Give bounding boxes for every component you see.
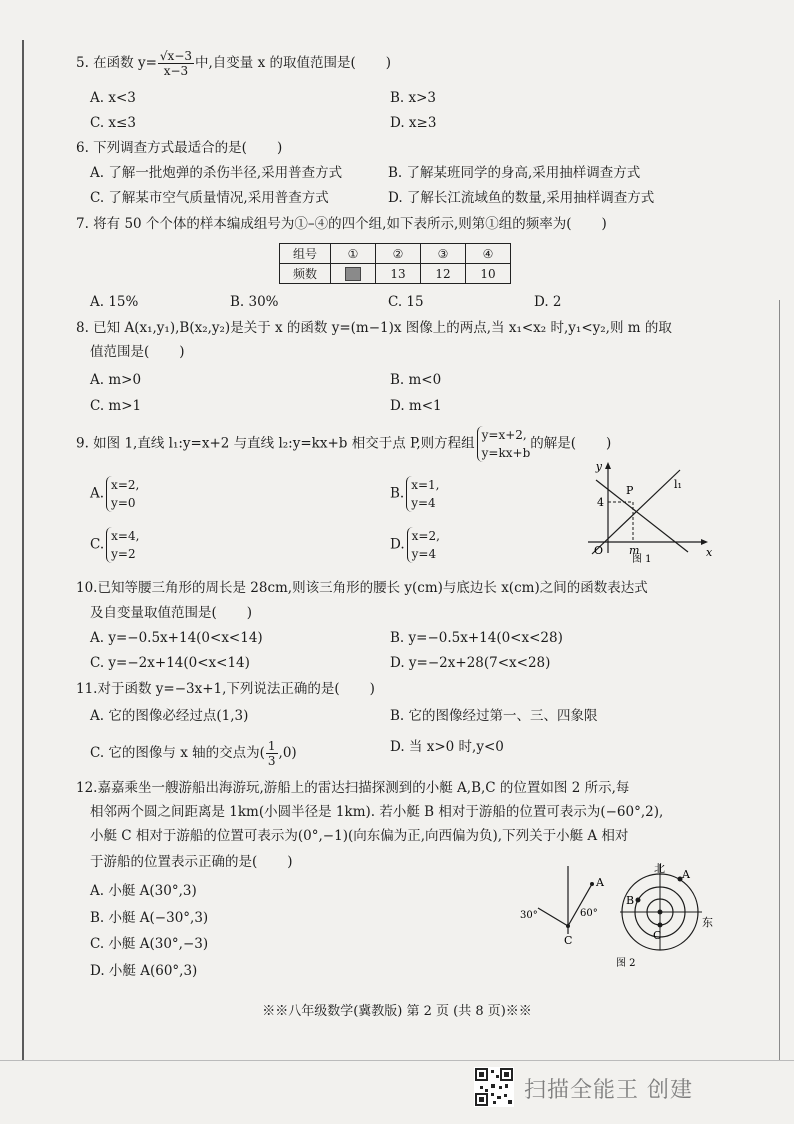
fig1-point-p: P — [626, 484, 634, 497]
q7-stem: 7. 将有 50 个个体的样本编成组号为①–④的四个组,如下表所示,则第①组的频率为( ) — [76, 216, 607, 232]
q7-option-a: A. 15% — [90, 294, 139, 310]
figure-2-angles — [520, 862, 612, 952]
binding-margin-line — [22, 40, 24, 1060]
q12-option-a: A. 小艇 A(30°,3) — [90, 883, 197, 899]
right-edge-line — [779, 300, 780, 1060]
q11-option-d: D. 当 x>0 时,y<0 — [390, 739, 504, 755]
scanner-brand-watermark: 扫描全能王 创建 — [524, 1078, 693, 1103]
figure-1-graph — [578, 458, 718, 568]
q9-option-a: A. x=2, y=0 — [90, 478, 140, 510]
radar-boat-b — [636, 898, 641, 903]
q5-option-c: C. x≤3 — [90, 115, 136, 131]
table-cell: 12 — [421, 264, 466, 284]
table-cell-obscured — [331, 264, 376, 284]
radar-boat-c — [658, 923, 663, 928]
fig1-caption: 图 1 — [632, 554, 652, 565]
figure-2-radar — [614, 860, 714, 970]
fig1-x-label: x — [706, 546, 713, 559]
q9-equation-system: y=x+2, y=kx+b — [477, 426, 531, 462]
q10-option-c: C. y=−2x+14(0<x<14) — [90, 655, 250, 671]
point-c — [566, 924, 570, 928]
q5-stem: 5. 在函数 y= $\frac{√x-3}{x-3}$ 中,自变量 x 的取值范围是( ) — [76, 49, 392, 78]
q8-option-a: A. m>0 — [90, 372, 142, 388]
q5-option-a: A. x<3 — [90, 90, 136, 106]
q12-stem-line2: 相邻两个圆之间距离是 1km(小圆半径是 1km). 若小艇 B 相对于游船的位置可表示为(−60°,2), — [90, 804, 664, 820]
q11-option-a: A. 它的图像必经过点(1,3) — [90, 708, 249, 724]
q10-stem-line2: 及自变量取值范围是( ) — [90, 605, 253, 621]
scan-divider — [0, 1060, 794, 1061]
q8-option-b: B. m<0 — [390, 372, 442, 388]
q7-option-b: B. 30% — [230, 294, 279, 310]
q9-option-b: B. x=1, y=4 — [390, 478, 440, 510]
q11-option-c: C. 它的图像与 x 轴的交点为( $\frac{1}{3}$ ,0) — [90, 739, 297, 768]
q9-stem: 9. 如图 1,直线 l₁:y=x+2 与直线 l₂:y=kx+b 相交于点 P,则方程组 y=x+2, y=kx+b 的解是( ) — [76, 428, 612, 460]
radar-east-label: 东 — [702, 916, 713, 929]
table-header-cell: ③ — [421, 244, 466, 264]
q9-option-c: C. x=4, y=2 — [90, 529, 140, 561]
q9-option-d: D. x=2, y=4 — [390, 529, 440, 561]
table-header-cell: ② — [376, 244, 421, 264]
q12-stem-line4: 于游船的位置表示正确的是( ) — [90, 854, 293, 870]
q10-option-b: B. y=−0.5x+14(0<x<28) — [390, 630, 563, 646]
q5-fraction: $\frac{√x-3}{x-3}$ — [159, 49, 193, 78]
q12-option-b: B. 小艇 A(−30°,3) — [90, 910, 209, 926]
fig2a-label-c: C — [564, 934, 573, 947]
fig1-tick-4: 4 — [597, 496, 604, 509]
point-a — [590, 882, 594, 886]
q5-option-d: D. x≥3 — [390, 115, 437, 131]
q6-option-b: B. 了解某班同学的身高,采用抽样调查方式 — [388, 165, 641, 181]
ray-a — [568, 884, 592, 926]
fig1-y-label: y — [595, 460, 602, 473]
q12-option-d: D. 小艇 A(60°,3) — [90, 963, 198, 979]
redacted-box — [345, 267, 361, 281]
radar-north-label: 北 — [654, 862, 665, 875]
q8-stem-line1: 8. 已知 A(x₁,y₁),B(x₂,y₂)是关于 x 的函数 y=(m−1)x 图像上的两点,当 x₁<x₂ 时,y₁<y₂,则 m 的取 — [76, 320, 672, 336]
q7-frequency-table — [279, 243, 511, 284]
q6-option-a: A. 了解一批炮弹的杀伤半径,采用普查方式 — [90, 165, 343, 181]
q7-option-d: D. 2 — [534, 294, 562, 310]
angle-60: 60° — [580, 908, 598, 919]
table-row — [280, 244, 511, 264]
q12-stem-line3: 小艇 C 相对于游船的位置可表示为(0°,−1)(向东偏为正,向西偏为负),下列关于小艇 A 相对 — [90, 828, 629, 844]
q12-option-c: C. 小艇 A(30°,−3) — [90, 936, 209, 952]
q11-stem: 11.对于函数 y=−3x+1,下列说法正确的是( ) — [76, 681, 375, 697]
table-header-cell: ④ — [466, 244, 511, 264]
qr-code-icon — [474, 1067, 514, 1107]
q10-stem-line1: 10.已知等腰三角形的周长是 28cm,则该三角形的腰长 y(cm)与底边长 x(cm)之间的函数表达式 — [76, 580, 648, 596]
q8-stem-line2: 值范围是( ) — [90, 344, 185, 360]
q10-option-a: A. y=−0.5x+14(0<x<14) — [90, 630, 263, 646]
ray-b — [538, 908, 568, 926]
radar-label-a: A — [682, 868, 690, 881]
table-row — [280, 264, 511, 284]
y-axis-arrow — [605, 462, 611, 469]
table-header-cell: ① — [331, 244, 376, 264]
q5-option-b: B. x>3 — [390, 90, 437, 106]
fig1-origin: O — [593, 544, 603, 557]
fig1-tick-m: m — [629, 544, 640, 557]
table-cell: 频数 — [280, 264, 331, 284]
q8-option-c: C. m>1 — [90, 398, 142, 414]
radar-label-c: C — [653, 929, 662, 942]
table-cell: 10 — [466, 264, 511, 284]
q6-option-c: C. 了解某市空气质量情况,采用普查方式 — [90, 190, 329, 206]
angle-30: 30° — [520, 910, 538, 921]
q6-option-d: D. 了解长江流域鱼的数量,采用抽样调查方式 — [388, 190, 655, 206]
q12-stem-line1: 12.嘉嘉乘坐一艘游船出海游玩,游船上的雷达扫描探测到的小艇 A,B,C 的位置如图 2 所示,每 — [76, 780, 630, 796]
fig2-caption: 图 2 — [616, 958, 636, 969]
x-axis-arrow — [701, 539, 708, 545]
q10-option-d: D. y=−2x+28(7<x<28) — [390, 655, 551, 671]
fig2a-label-a: A — [596, 876, 604, 889]
q8-option-d: D. m<1 — [390, 398, 442, 414]
page-footer: ※※八年级数学(冀教版) 第 2 页 (共 8 页)※※ — [262, 1004, 532, 1019]
q7-option-c: C. 15 — [388, 294, 424, 310]
radar-label-b: B — [626, 894, 635, 907]
q6-stem: 6. 下列调查方式最适合的是( ) — [76, 140, 283, 156]
table-cell: 13 — [376, 264, 421, 284]
table-header-cell: 组号 — [280, 244, 331, 264]
fig1-l1-label: l₁ — [674, 478, 682, 491]
q11-option-b: B. 它的图像经过第一、三、四象限 — [390, 708, 598, 724]
